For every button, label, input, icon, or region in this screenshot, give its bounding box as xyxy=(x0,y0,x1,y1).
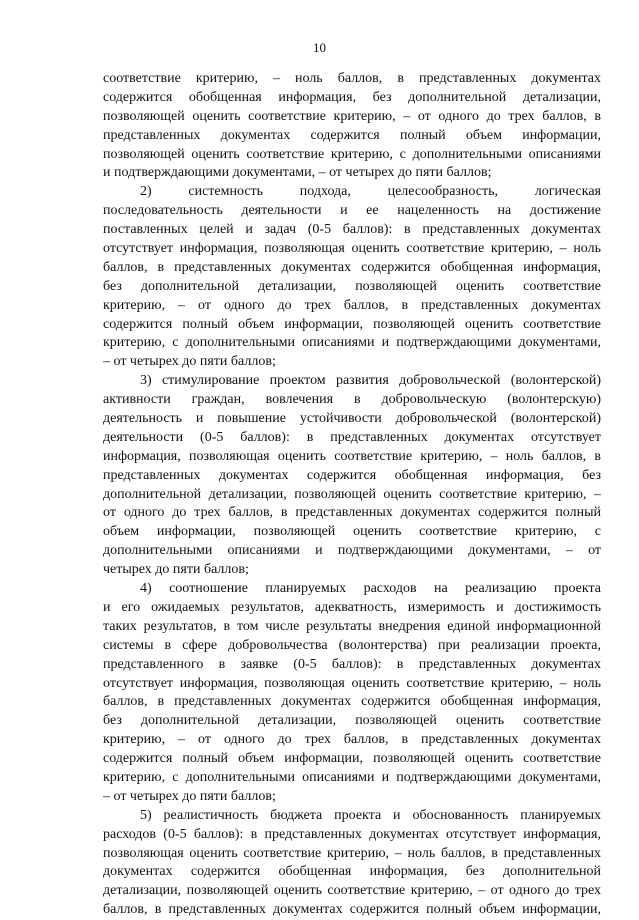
text-line: позволяющей оценить соответствие критерию, – от одного до трех баллов, в xyxy=(103,108,601,124)
text-line: без дополнительной детализации, позволяющей оценить соответствие xyxy=(103,278,601,294)
text-line: содержится полный объем информации, позволяющей оценить соответствие xyxy=(103,751,601,767)
text-line: четырех до пяти баллов; xyxy=(103,562,249,578)
text-line: и его ожидаемых результатов, адекватность, измеримость и достижимость xyxy=(103,599,601,615)
text-line: системы в сфере добровольчества (волонтерства) при реализации проекта, xyxy=(103,637,601,653)
text-line: – от четырех до пяти баллов; xyxy=(103,354,276,370)
text-line: позволяющей оценить соответствие критерию, с дополнительными описаниями xyxy=(103,146,601,162)
text-line: критерию, с дополнительными описаниями и подтверждающими документами, xyxy=(103,335,601,351)
text-line: содержится обобщенная информация, без дополнительной детализации, xyxy=(103,89,601,105)
text-line: документах содержится обобщенная информация, без дополнительной xyxy=(103,864,601,880)
text-line: баллов, в представленных документах содержится обобщенная информация, xyxy=(103,694,601,710)
text-line: соответствие критерию, – ноль баллов, в представленных документах xyxy=(103,71,601,86)
text-line: 3) стимулирование проектом развития добровольческой (волонтерской) xyxy=(140,373,601,389)
text-line: деятельность и повышение устойчивости добровольческой (волонтерской) xyxy=(103,411,601,427)
text-line: информация, позволяющая оценить соответствие критерию, – ноль баллов, в xyxy=(103,448,601,464)
text-line: активности граждан, вовлечения в добровольческую (волонтерскую) xyxy=(103,392,601,408)
page-number: 10 xyxy=(313,40,326,55)
text-line: баллов, в представленных документах содержится обобщенная информация, xyxy=(103,259,601,275)
body-text xyxy=(103,70,601,920)
text-line: без дополнительной детализации, позволяющей оценить соответствие xyxy=(103,713,601,729)
text-line: представленных документах содержится полный объем информации, xyxy=(103,127,601,143)
text-line: последовательность деятельности и ее нацеленность на достижение xyxy=(103,203,601,219)
text-line: критерию, – от одного до трех баллов, в представленных документах xyxy=(103,297,601,313)
text-line: – от четырех до пяти баллов; xyxy=(103,788,276,804)
text-line: и подтверждающими документами, – от четырех до пяти баллов; xyxy=(103,165,492,181)
text-line: представленного в заявке (0-5 баллов): в представленных документах xyxy=(103,656,601,672)
text-line: позволяющая оценить соответствие критерию, – ноль баллов, в представленных xyxy=(103,845,601,861)
text-line: дополнительными описаниями и подтверждающими документами, – от xyxy=(103,543,601,559)
text-line: объем информации, позволяющей оценить соответствие критерию, с xyxy=(103,524,601,540)
text-line: 5) реалистичность бюджета проекта и обоснованность планируемых xyxy=(140,807,601,823)
text-line: детализации, позволяющей оценить соответствие критерию, – от одного до трех xyxy=(103,883,601,899)
text-line: дополнительной детализации, позволяющей оценить соответствие критерию, – xyxy=(103,486,601,502)
text-line: содержится полный объем информации, позволяющей оценить соответствие xyxy=(103,316,601,332)
text-line: представленных документах содержится обобщенная информация, без xyxy=(103,467,601,483)
text-line: критерию, с дополнительными описаниями и подтверждающими документами, xyxy=(103,769,601,785)
text-line: таких результатов, в том числе результаты внедрения единой информационной xyxy=(103,618,601,634)
text-line: отсутствует информация, позволяющая оценить соответствие критерию, – ноль xyxy=(103,241,601,257)
text-line: расходов (0-5 баллов): в представленных документах отсутствует информация, xyxy=(103,826,601,842)
text-line: деятельности (0-5 баллов): в представленных документах отсутствует xyxy=(103,429,601,445)
text-line: баллов, в представленных документах содержится полный объем информации, xyxy=(103,902,601,918)
text-line: критерию, – от одного до трех баллов, в представленных документах xyxy=(103,732,601,748)
text-line: отсутствует информация, позволяющая оценить соответствие критерию, – ноль xyxy=(103,675,601,691)
text-line: от одного до трех баллов, в представленных документах содержится полный xyxy=(103,505,601,521)
text-line: поставленных целей и задач (0-5 баллов): в представленных документах xyxy=(103,222,601,238)
text-line: 4) соотношение планируемых расходов на реализацию проекта xyxy=(140,581,601,597)
text-line: 2) системность подхода, целесообразность, логическая xyxy=(140,184,601,200)
